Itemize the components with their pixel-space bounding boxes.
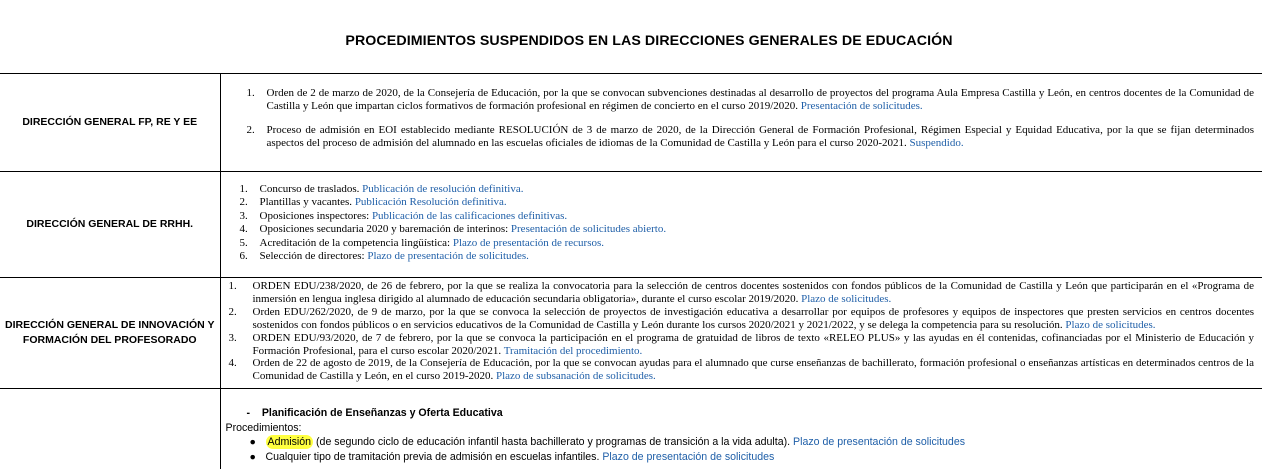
status-link[interactable]: Plazo de solicitudes. — [1065, 318, 1156, 331]
procedures-label: Procedimientos: — [225, 421, 302, 434]
bullet-icon: ● — [249, 450, 256, 463]
bullet-icon: ● — [249, 436, 256, 448]
list-item: 2. Proceso de admisión en EOI establecido mediante RESOLUCIÓN de 3 de marzo de 2020, de la Dirección General de Formación Profesional, Régimen Especial y Equidad Educativa, por la que se fijan determinados aspectos del proceso de admisión del alumnado en las escuelas oficiales de idiomas de la Comunidad de Castilla y León para el curso 2020-2021. Suspendido. — [246, 124, 1254, 149]
list-item: 4. Oposiciones secundaria 2020 y baremación de interinos: Presentación de solicitudes abierto. — [239, 223, 667, 236]
status-link[interactable]: Presentación de solicitudes. — [800, 99, 923, 112]
table-row — [0, 278, 1262, 389]
item-text: ORDEN EDU/93/2020, de 7 de febrero, por la que se convoca la participación en el programa de gratuidad de libros de texto «RELEO PLUS» y las ayudas en él contenidas, cofinanciadas por el Ministerio de Educación y Formación Profesional, para el curso escolar 2020/2021. — [252, 331, 1254, 357]
procedures-table — [0, 73, 1262, 469]
item-text: Orden de 2 de marzo de 2020, de la Consejería de Educación, por la que se convocan subvenciones destinadas al desarrollo de proyectos del programa Aula Empresa Castilla y León, en centros docentes de la Comunidad de Castilla y León que impartan ciclos formativos de formación profesional en régimen de concierto en el curso 2019/2020. — [266, 87, 1254, 112]
status-link[interactable]: Plazo de presentación de solicitudes — [793, 436, 966, 448]
table-row — [0, 389, 1262, 469]
content-cell — [220, 278, 1262, 389]
direction-cell — [0, 172, 220, 278]
list-item: 2. Plantillas y vacantes. Publicación Resolución definitiva. — [239, 196, 507, 209]
status-link[interactable]: Plazo de presentación de recursos. — [452, 236, 605, 249]
status-link[interactable]: Publicación Resolución definitiva. — [354, 196, 507, 209]
content-cell — [220, 389, 1262, 469]
direction-name: DIRECCIÓN GENERAL FP, RE Y EE — [22, 116, 198, 128]
status-link[interactable]: Presentación de solicitudes abierto. — [510, 223, 667, 236]
status-link[interactable]: Publicación de resolución definitiva. — [362, 183, 524, 195]
item-text: (de segundo ciclo de educación infantil hasta bachillerato y programas de transición a la vida adulta). — [313, 436, 791, 448]
direction-cell — [0, 278, 220, 389]
item-text: Orden EDU/262/2020, de 9 de marzo, por la que se convoca la selección de proyectos de investigación educativa a desarrollar por equipos de profesores y equipos de inspectores que presten servicios en centros docentes sostenidos con fondos públicos o en servicios educativos de la Comunidad de Castilla y León durante los cursos 2020/2021 y 2021/2022, y se delega la competencia para su resolución. — [252, 305, 1254, 331]
item-text: Acreditación de la competencia lingüística: — [259, 236, 451, 249]
status-link[interactable]: Plazo de presentación de solicitudes. — [367, 250, 529, 263]
status-link[interactable]: Publicación de las calificaciones definitivas. — [371, 209, 568, 222]
highlighted-term: Admisión — [267, 436, 312, 448]
list-item: 3. Oposiciones inspectores: Publicación de las calificaciones definitivas. — [239, 209, 568, 222]
item-text: Oposiciones secundaria 2020 y baremación de interinos: — [259, 223, 509, 236]
list-item: 5. Acreditación de la competencia lingüística: Plazo de presentación de recursos. — [239, 236, 605, 249]
page-title: PROCEDIMIENTOS SUSPENDIDOS EN LAS DIRECCIONES GENERALES DE EDUCACIÓN — [345, 33, 953, 49]
table-row — [0, 172, 1262, 278]
item-text: Plantillas y vacantes. — [259, 196, 353, 209]
list-item: 3. ORDEN EDU/93/2020, de 7 de febrero, por la que se convoca la participación en el programa de gratuidad de libros de texto «RELEO PLUS» y las ayudas en él contenidas, cofinanciadas por el Ministerio de Educación y Formación Profesional, para el curso escolar 2020/2021. Tramitación del procedimiento. — [228, 331, 1254, 357]
direction-name: DIRECCIÓN GENERAL DE RRHH. — [26, 218, 194, 230]
table-row — [0, 74, 1262, 172]
list-item: 1. Concurso de traslados. Publicación de resolución definitiva. — [239, 183, 524, 195]
status-link[interactable]: Plazo de presentación de solicitudes — [602, 450, 775, 463]
list-item: 2. Orden EDU/262/2020, de 9 de marzo, por la que se convoca la selección de proyectos de investigación educativa a desarrollar por equipos de profesores y equipos de inspectores que presten servicios en centros docentes sostenidos con fondos públicos o en servicios educativos de la Comunidad de Castilla y León durante los cursos 2020/2021 y 2021/2022, y se delega la competencia para su resolución. Plazo de solicitudes. — [228, 305, 1254, 331]
item-text: Concurso de traslados. — [259, 183, 360, 195]
status-link[interactable]: Tramitación del procedimiento. — [503, 344, 643, 357]
status-link[interactable]: Plazo de subsanación de solicitudes. — [495, 370, 656, 383]
section-heading: - Planificación de Enseñanzas y Oferta Educativa — [246, 407, 503, 419]
content-cell — [220, 172, 1262, 278]
status-link[interactable]: Plazo de solicitudes. — [801, 292, 892, 305]
item-text: ORDEN EDU/238/2020, de 26 de febrero, por la que se realiza la convocatoria para la selección de centros docentes sostenidos con fondos públicos de la Comunidad de Castilla y León que participarán en el «Programa de inmersión en lengua inglesa dirigido al alumnado de educación secundaria obligatoria», durante el curso escolar 2019/2020. — [252, 280, 1254, 305]
item-text: Cualquier tipo de tramitación previa de admisión en escuelas infantiles. — [265, 450, 600, 463]
direction-name: DIRECCIÓN GENERAL DE INNOVACIÓN Y FORMACIÓN DEL PROFESORADO — [5, 319, 215, 346]
status-link[interactable]: Suspendido. — [909, 136, 964, 149]
item-text: Proceso de admisión en EOI establecido mediante RESOLUCIÓN de 3 de marzo de 2020, de la Dirección General de Formación Profesional, Régimen Especial y Equidad Educativa, por la que se fijan determinados aspectos del proceso de admisión del alumnado en las escuelas oficiales de idiomas de la Comunidad de Castilla y León para el curso 2020-2021. — [266, 124, 1254, 149]
content-cell — [220, 74, 1262, 172]
item-text: Selección de directores: — [259, 250, 365, 263]
list-item: 1. Orden de 2 de marzo de 2020, de la Consejería de Educación, por la que se convocan subvenciones destinadas al desarrollo de proyectos del programa Aula Empresa Castilla y León, en centros docentes de la Comunidad de Castilla y León que impartan ciclos formativos de formación profesional en régimen de concierto en el curso 2019/2020. Presentación de solicitudes. — [246, 87, 1254, 112]
direction-cell — [0, 389, 220, 469]
list-item — [226, 450, 1255, 465]
list-item: 4. Orden de 22 de agosto de 2019, de la Consejería de Educación, por la que se convocan ayudas para el alumnado que curse enseñanzas de bachillerato, formación profesional o enseñanzas artísticas en determinados centros de la Comunidad de Castilla y León, en el curso 2019-2020. Plazo de subsanación de solicitudes. — [228, 357, 1254, 383]
item-text: Oposiciones inspectores: — [259, 209, 370, 222]
list-item: 1. ORDEN EDU/238/2020, de 26 de febrero, por la que se realiza la convocatoria para la selección de centros docentes sostenidos con fondos públicos de la Comunidad de Castilla y León que participarán en el «Programa de inmersión en lengua inglesa dirigido al alumnado de educación secundaria obligatoria», durante el curso escolar 2019/2020. Plazo de solicitudes. — [228, 280, 1254, 305]
list-item: 6. Selección de directores: Plazo de presentación de solicitudes. — [239, 250, 529, 263]
direction-cell — [0, 74, 220, 172]
item-text: Orden de 22 de agosto de 2019, de la Consejería de Educación, por la que se convocan ayudas para el alumnado que curse enseñanzas de bachillerato, formación profesional o enseñanzas artísticas en determinados centros de la Comunidad de Castilla y León, en el curso 2019-2020. — [252, 357, 1254, 383]
list-item — [226, 435, 1255, 450]
